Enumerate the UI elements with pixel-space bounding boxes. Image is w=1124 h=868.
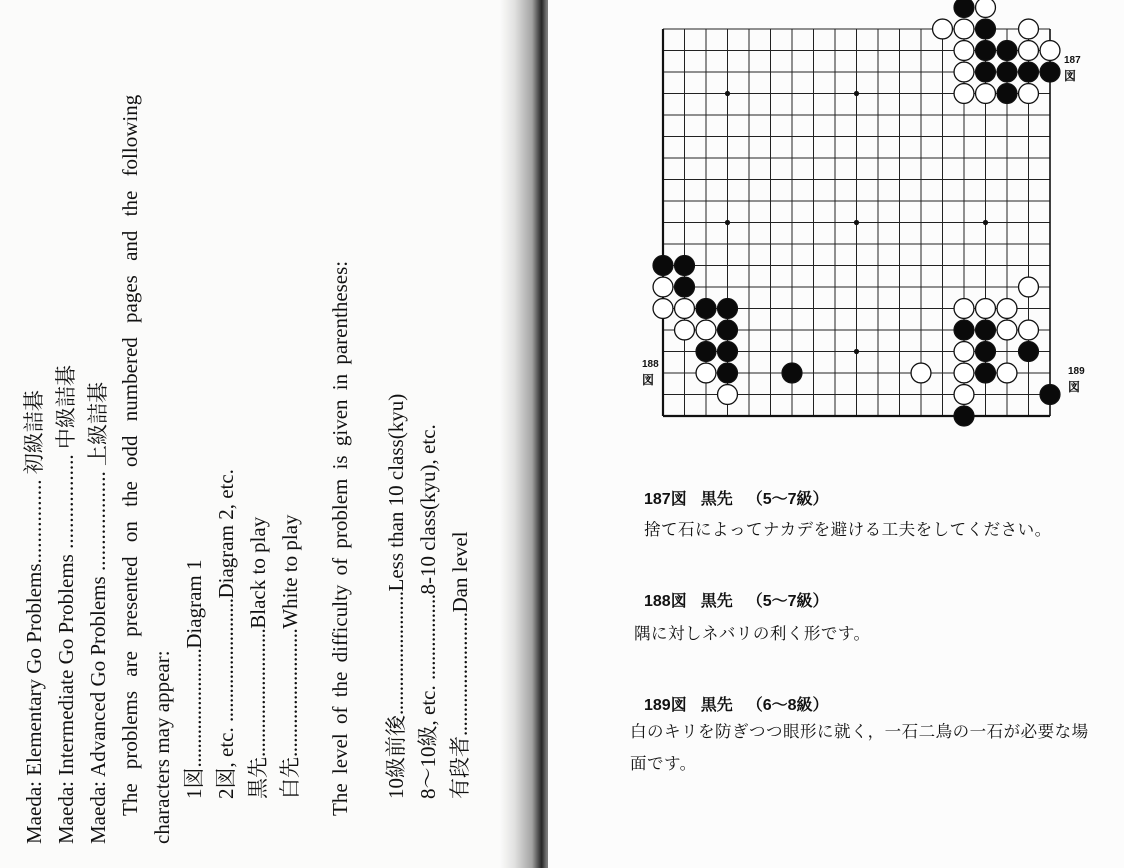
black-stone [954,320,974,340]
problem-187-title: 187図 黒先 （5〜7級） [644,491,829,508]
black-stone [1040,385,1060,405]
black-stone [718,320,738,340]
left-page [0,0,540,868]
level-intro: The level of the difficulty of problem is given in parentheses: [328,260,352,816]
white-stone [997,320,1017,340]
white-stone [954,84,974,104]
star-point [725,220,730,225]
black-stone [675,277,695,297]
char-table-row: 黒先...........................Black to play [246,516,270,799]
white-stone [718,385,738,405]
label-187-zu: 図 [1064,69,1077,83]
white-stone [954,19,974,39]
problem-188-title: 188図 黒先 （5〜7級） [644,593,829,610]
white-stone [1019,277,1039,297]
white-stone [1040,41,1060,61]
star-point [725,91,730,96]
book-line-advanced: Maeda: Advanced Go Problems ................... 上級詰碁 [86,382,110,844]
black-stone [976,41,996,61]
white-stone [696,363,716,383]
star-point [983,220,988,225]
book-line-intermediate: Maeda: Intermediate Go Problems .................. 中級詰碁 [54,365,78,844]
white-stone [675,320,695,340]
black-stone [653,256,673,276]
label-188: 188 [642,359,659,370]
white-stone [954,342,974,362]
white-stone [1019,19,1039,39]
intro-paragraph-line-1: The problems are presented on the odd numbered pages and the following [118,94,142,816]
black-stone [954,0,974,17]
white-stone [911,363,931,383]
black-stone [718,342,738,362]
black-stone [976,62,996,82]
book-line-elementary: Maeda: Elementary Go Problems................ 初級詰碁 [22,390,46,844]
level-table-row: 有段者..........................Dan level [448,531,472,799]
white-stone [976,0,996,17]
label-189: 189 [1068,366,1085,377]
black-stone [976,342,996,362]
problem-189-title: 189図 黒先 （6〜8級） [644,697,829,714]
black-stone [696,299,716,319]
level-table-row: 10級前後..........................Less than 10 class(kyu) [384,393,408,799]
black-stone [1019,62,1039,82]
label-188-zu: 図 [642,373,655,387]
rotated-text-block [24,54,504,844]
white-stone [997,299,1017,319]
black-stone [954,406,974,426]
star-point [854,220,859,225]
white-stone [997,363,1017,383]
white-stone [954,363,974,383]
black-stone [976,363,996,383]
label-187: 187 [1064,55,1081,66]
white-stone [653,277,673,297]
star-point [854,349,859,354]
white-stone [1019,84,1039,104]
problem-189-description: 白のキリを防ぎつつ眼形に就く，一石二鳥の一石が必要な場面です。 [630,722,1089,773]
white-stone [976,299,996,319]
char-table-row: 1図.........................Diagram 1 [182,559,206,799]
black-stone [997,84,1017,104]
white-stone [933,19,953,39]
level-table-row: 8〜10級, etc. ..................8-10 class(kyu), etc. [416,424,440,799]
white-stone [675,299,695,319]
right-page [548,0,1124,868]
problem-188-description: 隅に対しネバリの利く形です。 [634,624,871,643]
black-stone [1040,62,1060,82]
black-stone [997,62,1017,82]
black-stone [718,363,738,383]
black-stone [696,342,716,362]
go-board-diagram [548,0,1124,460]
black-stone [675,256,695,276]
go-board [548,0,1124,460]
black-stone [718,299,738,319]
star-point [854,91,859,96]
char-table-row: 2図, etc. ..........................Diagram 2, etc. [214,469,238,799]
char-table-row: 白先...........................White to play [278,514,302,799]
black-stone [782,363,802,383]
white-stone [954,299,974,319]
problem-187-description: 捨て石によってナカデを避ける工夫をしてください。 [644,520,1052,539]
white-stone [1019,320,1039,340]
white-stone [954,41,974,61]
white-stone [653,299,673,319]
white-stone [954,62,974,82]
white-stone [1019,41,1039,61]
white-stone [954,385,974,405]
white-stone [976,84,996,104]
label-189-zu: 図 [1068,380,1081,394]
black-stone [1019,342,1039,362]
white-stone [696,320,716,340]
intro-paragraph-line-2: characters may appear: [150,650,174,844]
black-stone [976,320,996,340]
black-stone [976,19,996,39]
black-stone [997,41,1017,61]
